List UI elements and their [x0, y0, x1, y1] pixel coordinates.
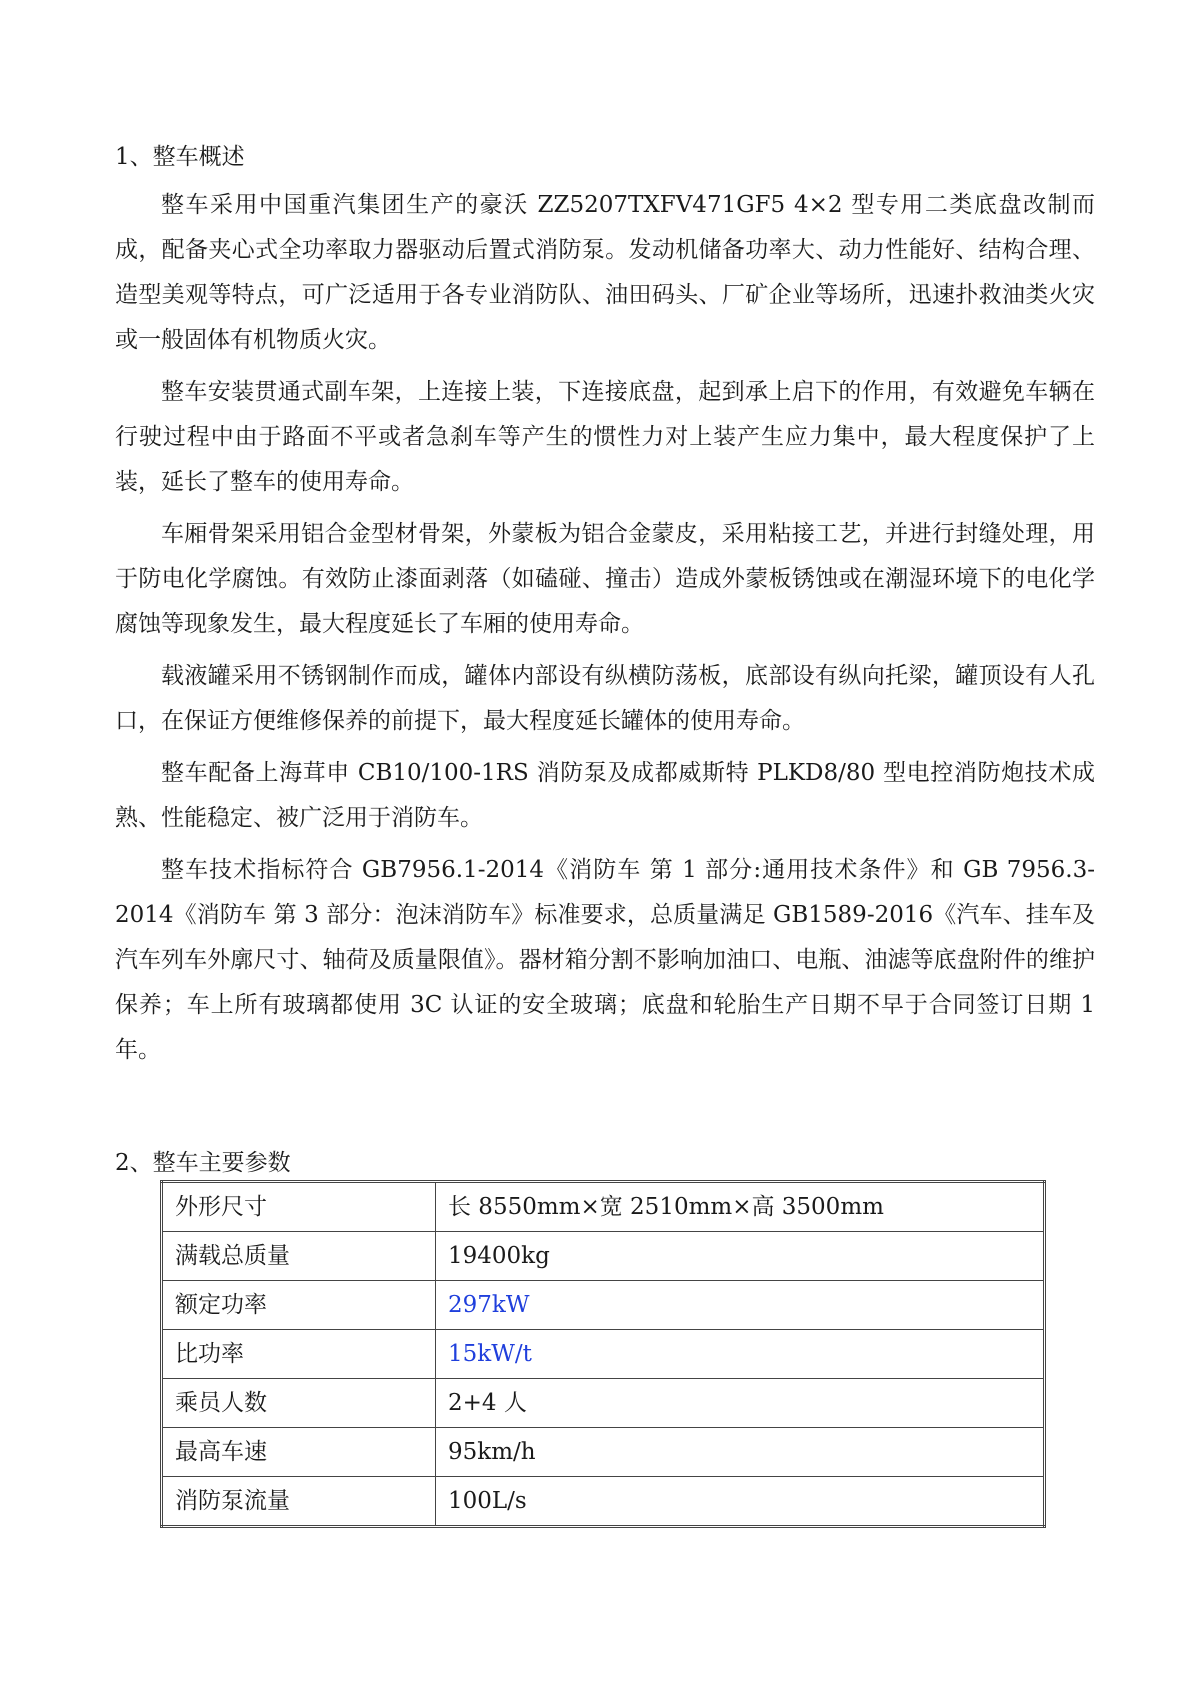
param-value: 95km/h: [436, 1428, 1045, 1477]
param-label: 消防泵流量: [162, 1477, 436, 1527]
param-value: 长 8550mm×宽 2510mm×高 3500mm: [436, 1182, 1045, 1232]
table-row: [162, 1330, 1045, 1379]
param-label: 满载总质量: [162, 1232, 436, 1281]
table-row: [162, 1379, 1045, 1428]
param-value: 2+4 人: [436, 1379, 1045, 1428]
param-value: 19400kg: [436, 1232, 1045, 1281]
paragraph-tank: 载液罐采用不锈钢制作而成，罐体内部设有纵横防荡板，底部设有纵向托梁，罐顶设有人孔口，在保证方便维修保养的前提下，最大程度延长罐体的使用寿命。: [115, 663, 1095, 734]
paragraph-chassis: 整车采用中国重汽集团生产的豪沃 ZZ5207TXFV471GF5 4×2 型专用二类底盘改制而成，配备夹心式全功率取力器驱动后置式消防泵。发动机储备功率大、动力性能好、结构合理、造型美观等特点，可广泛适用于各专业消防队、油田码头、厂矿企业等场所，迅速扑救油类火灾或一般固体有机物质火灾。: [115, 192, 1095, 353]
param-label: 外形尺寸: [162, 1182, 436, 1232]
paragraph-standards: 整车技术指标符合 GB7956.1-2014《消防车 第 1 部分:通用技术条件》和 GB 7956.3-2014《消防车 第 3 部分：泡沫消防车》标准要求，总质量满足 GB1589-2016《汽车、挂车及汽车列车外廓尺寸、轴荷及质量限值》。器材箱分割不影响加油口、电瓶、油滤等底盘附件的维护保养；车上所有玻璃都使用 3C 认证的安全玻璃；底盘和轮胎生产日期不早于合同签订日期 1 年。: [115, 857, 1095, 1063]
section-heading-overview: 1、整车概述: [115, 144, 245, 170]
table-row: [162, 1477, 1045, 1527]
overview-body: [115, 183, 1095, 1080]
parameters-table: [160, 1180, 1046, 1528]
param-value: 297kW: [436, 1281, 1045, 1330]
table-row: [162, 1232, 1045, 1281]
table-row: [162, 1428, 1045, 1477]
paragraph-body-frame: 车厢骨架采用铝合金型材骨架，外蒙板为铝合金蒙皮，采用粘接工艺，并进行封缝处理，用于防电化学腐蚀。有效防止漆面剥落（如磕碰、撞击）造成外蒙板锈蚀或在潮湿环境下的电化学腐蚀等现象发生，最大程度延长了车厢的使用寿命。: [115, 521, 1095, 637]
param-label: 乘员人数: [162, 1379, 436, 1428]
param-value: 100L/s: [436, 1477, 1045, 1527]
param-label: 比功率: [162, 1330, 436, 1379]
section-heading-parameters: 2、整车主要参数: [115, 1150, 291, 1176]
table-row: [162, 1281, 1045, 1330]
param-value: 15kW/t: [436, 1330, 1045, 1379]
param-label: 额定功率: [162, 1281, 436, 1330]
paragraph-subframe: 整车安装贯通式副车架，上连接上装，下连接底盘，起到承上启下的作用，有效避免车辆在行驶过程中由于路面不平或者急刹车等产生的惯性力对上装产生应力集中，最大程度保护了上装，延长了整车的使用寿命。: [115, 379, 1095, 495]
paragraph-pump-monitor: 整车配备上海茸申 CB10/100-1RS 消防泵及成都威斯特 PLKD8/80 型电控消防炮技术成熟、性能稳定、被广泛用于消防车。: [115, 760, 1095, 831]
param-label: 最高车速: [162, 1428, 436, 1477]
table-row: [162, 1182, 1045, 1232]
